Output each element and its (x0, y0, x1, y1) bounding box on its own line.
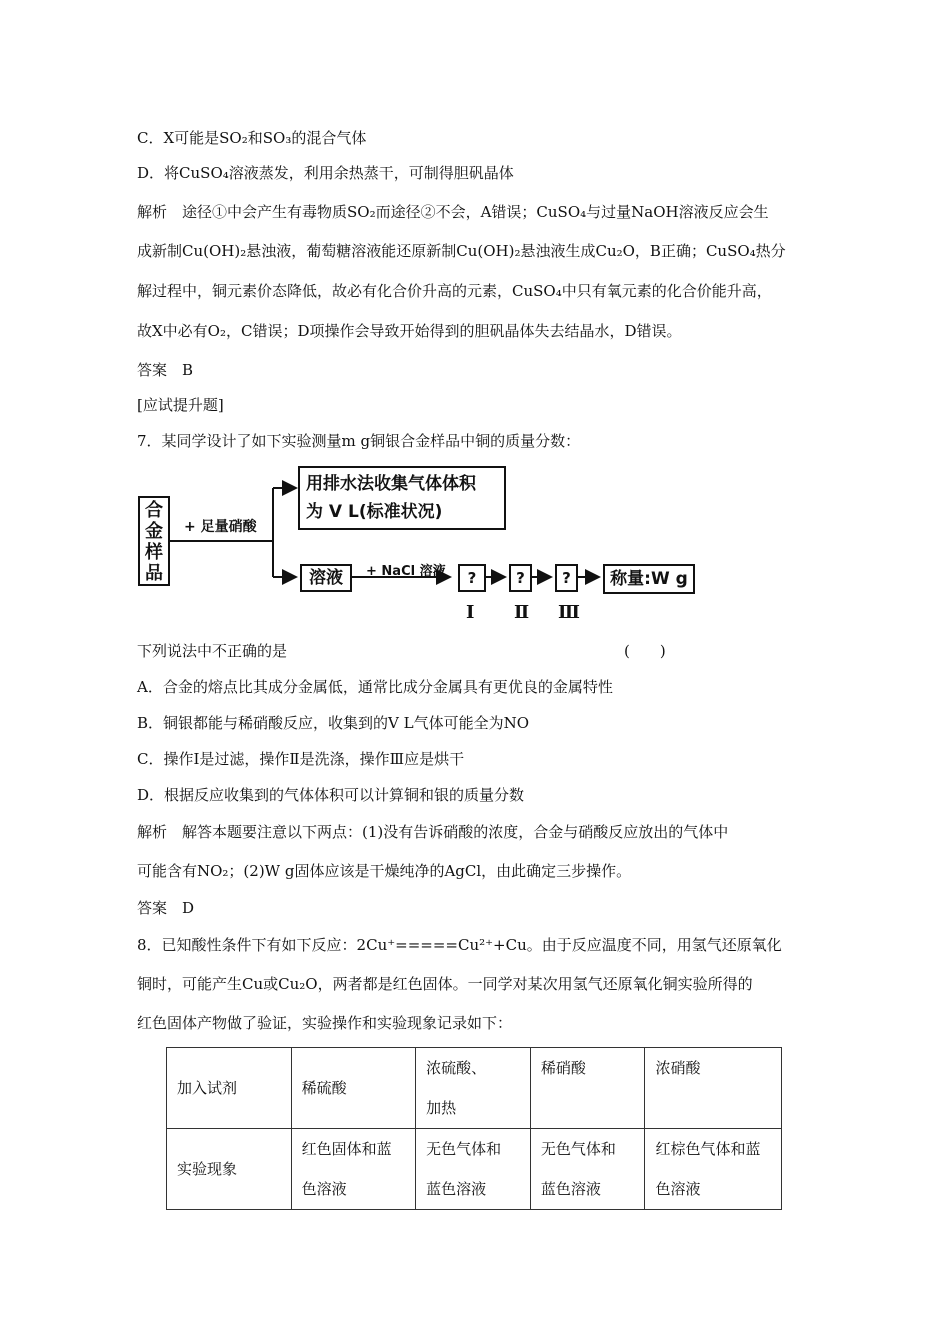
table-cell (291, 1129, 416, 1210)
table-row-label: 加入试剂 (167, 1048, 292, 1129)
table-cell (530, 1129, 645, 1210)
step-3-unknown: ? (562, 569, 571, 587)
option-c-x: C．X可能是SO₂和SO₃的混合气体 (137, 129, 367, 147)
table-cell: 稀硫酸 (291, 1048, 416, 1129)
step-3-box (555, 564, 578, 592)
alloy-sample-label: 合金样品 (145, 500, 163, 584)
table-cell (645, 1129, 782, 1210)
step-1-unknown: ? (467, 569, 477, 587)
table-cell-line: 蓝色溶液 (540, 1180, 601, 1198)
analysis-1-line-1: 解析 途径①中会产生有毒物质SO₂而途径②不会，A错误；CuSO₄与过量NaOH溶液反应会生 (137, 203, 769, 221)
table-cell-line: 色溶液 (301, 1180, 347, 1198)
analysis-1-line-4: 故X中必有O₂，C错误；D项操作会导致开始得到的胆矾晶体失去结晶水，D错误。 (137, 322, 682, 340)
experiment-table (166, 1047, 782, 1210)
weigh-label: 称量:W g (610, 569, 688, 589)
analysis-2-line-1: 解析 解答本题要注意以下两点：(1)没有告诉硝酸的浓度，合金与硝酸反应放出的气体中 (137, 823, 729, 841)
table-cell-line: 红棕色气体和蓝 (655, 1140, 761, 1158)
table-cell (416, 1129, 531, 1210)
analysis-1-line-2: 成新制Cu(OH)₂悬浊液，葡萄糖溶液能还原新制Cu(OH)₂悬浊液生成Cu₂O，B正确；CuSO₄热分 (137, 242, 786, 260)
table-cell-line: 无色气体和 (540, 1140, 616, 1158)
analysis-2-line-2: 可能含有NO₂；(2)W g固体应该是干燥纯净的AgCl，由此确定三步操作。 (137, 862, 632, 880)
analysis-1-line-3: 解过程中，铜元素价态降低，故必有化合价升高的元素，CuSO₄中只有氧元素的化合价能升高， (137, 282, 772, 300)
weigh-box (603, 564, 695, 594)
table-cell-line: 无色气体和 (426, 1140, 502, 1158)
table-cell-line: 红色固体和蓝 (301, 1140, 392, 1158)
solution-label: 溶液 (309, 568, 343, 588)
table-row-label: 实验现象 (167, 1129, 292, 1210)
answer-1: 答案 B (137, 361, 194, 379)
option-a: A．合金的熔点比其成分金属低，通常比成分金属具有更优良的金属特性 (137, 678, 613, 696)
option-c: C．操作Ⅰ是过滤，操作Ⅱ是洗涤，操作Ⅲ应是烘干 (137, 750, 465, 768)
option-b: B．铜银都能与稀硝酸反应，收集到的V L气体可能全为NO (137, 714, 530, 732)
option-d: D．根据反应收集到的气体体积可以计算铜和银的质量分数 (137, 786, 525, 804)
table-row (167, 1048, 782, 1129)
answer-2: 答案 D (137, 899, 195, 917)
question-7: 7．某同学设计了如下实验测量m g铜银合金样品中铜的质量分数： (137, 432, 581, 450)
section-heading: [应试提升题] (137, 396, 224, 414)
add-nacl-label: + NaCl 溶液 (366, 564, 446, 579)
gas-collection-box (298, 466, 506, 530)
table-cell-line: 浓硫酸、 (426, 1059, 487, 1077)
answer-parentheses: ( ) (624, 642, 666, 660)
table-cell-line: 蓝色溶液 (426, 1180, 487, 1198)
table-cell (416, 1048, 531, 1129)
step-1-numeral: Ⅰ (466, 602, 475, 623)
question-7-prompt: 下列说法中不正确的是 (137, 642, 288, 660)
add-nitric-acid-label: + 足量硝酸 (184, 519, 257, 535)
table-cell: 稀硝酸 (530, 1048, 645, 1129)
experiment-flow-diagram (138, 466, 698, 632)
step-3-numeral: Ⅲ (558, 602, 580, 623)
solution-box (300, 564, 352, 592)
table-cell-line: 加热 (426, 1099, 457, 1117)
question-8-line-1: 8．已知酸性条件下有如下反应：2Cu⁺=====Cu²⁺+Cu。由于反应温度不同，用氢气还原氧化 (137, 936, 782, 954)
table-cell-line: 色溶液 (655, 1180, 701, 1198)
table-row (167, 1129, 782, 1210)
table-cell: 浓硝酸 (645, 1048, 782, 1129)
step-1-box (458, 564, 486, 592)
question-8-line-2: 铜时，可能产生Cu或Cu₂O，两者都是红色固体。一同学对某次用氢气还原氧化铜实验所得的 (137, 975, 753, 993)
step-2-unknown: ? (516, 569, 525, 587)
step-2-box (509, 564, 532, 592)
alloy-sample-box (138, 496, 170, 586)
gas-collection-line-1: 用排水法收集气体体积 (306, 474, 476, 494)
option-d-cuso4: D．将CuSO₄溶液蒸发，利用余热蒸干，可制得胆矾晶体 (137, 164, 514, 182)
gas-collection-line-2: 为 V L(标准状况) (306, 502, 443, 522)
question-8-line-3: 红色固体产物做了验证，实验操作和实验现象记录如下： (137, 1014, 513, 1032)
step-2-numeral: Ⅱ (514, 602, 530, 623)
